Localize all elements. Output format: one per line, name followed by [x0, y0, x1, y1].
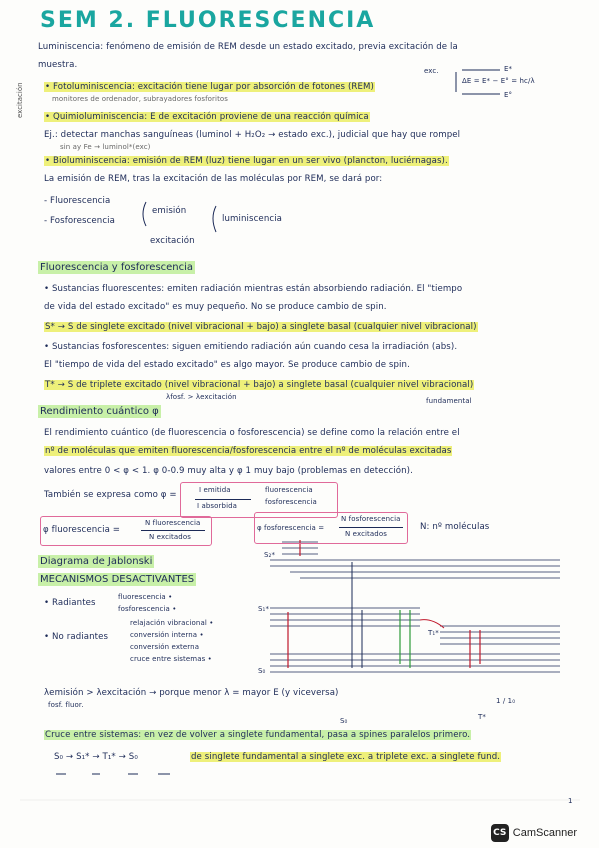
section-heading: Diagrama de Jablonski [40, 556, 153, 567]
frac-denominator: I absorbida [197, 502, 238, 510]
text-line: La emisión de REM, tras la excitación de las moléculas por REM, se dará por: [44, 174, 383, 184]
text-line: relajación vibracional • [130, 619, 214, 627]
formula-box [254, 512, 408, 544]
text-line: T* → S de triplete excitado (nivel vibracional + bajo) a singlete basal (cualquier nivel vibracional) [45, 380, 474, 390]
level-label: T* [478, 713, 486, 721]
frac-denominator: N excitados [345, 530, 387, 538]
level-label: S₂* [264, 551, 276, 559]
text-line: • Sustancias fluorescentes: emiten radiación mientras están absorbiendo radiación. El "tiempo [44, 284, 463, 294]
energy-label: E* [504, 65, 513, 73]
text-line: λemisión > λexcitación → porque menor λ = mayor E (y viceversa) [44, 688, 339, 698]
text-line: • Sustancias fosforescentes: siguen emitiendo radiación aún cuando cesa la irradiación (abs). [44, 342, 458, 352]
frac-side: fosforescencia [265, 498, 317, 506]
section-heading: Fluorescencia y fosforescencia [40, 262, 194, 273]
level-label: S₁* [258, 605, 270, 613]
level-label: S₀ [258, 667, 266, 675]
text-line: fosf. fluor. [48, 701, 84, 709]
text-line: sin ay Fe → luminol*(exc) [60, 143, 151, 151]
text-line: conversión externa [130, 643, 200, 651]
formula-label: φ fosforescencia = [257, 524, 325, 532]
side-label: excitación [16, 82, 24, 118]
text-line: λfosf. > λexcitación [166, 393, 237, 401]
page-number: 1 [568, 797, 573, 805]
text-line: 1 / 1₀ [496, 697, 516, 705]
text-line: fundamental [426, 397, 472, 405]
frac-numerator: I emitida [199, 486, 231, 494]
formula-box [40, 516, 212, 546]
energy-label: E° [504, 91, 513, 99]
text-line: El rendimiento cuántico (de fluorescencia o fosforescencia) se define como la relación entre el [44, 428, 460, 438]
camscanner-watermark [491, 824, 577, 842]
text-line: El "tiempo de vida del estado excitado" es algo mayor. Se produce cambio de spin. [44, 360, 410, 370]
energy-label: exc. [424, 67, 439, 75]
formula-label: φ fluorescencia = [43, 525, 121, 535]
text-line: • Fotoluminiscencia: excitación tiene lugar por absorción de fotones (REM) [45, 82, 374, 92]
text-line: • No radiantes [44, 632, 109, 642]
text-line: de singlete fundamental a singlete exc. a triplete exc. a singlete fund. [191, 752, 501, 762]
text-line: valores entre 0 < φ < 1. φ 0-0.9 muy alta y φ 1 muy bajo (problemas en detección). [44, 466, 413, 476]
text-line: muestra. [38, 60, 78, 70]
text-line: - Fosforescencia [44, 216, 116, 226]
text-line: • Bioluminiscencia: emisión de REM (luz) tiene lugar en un ser vivo (plancton, luciérnagas). [45, 156, 448, 166]
text-line: nº de moléculas que emiten fluorescencia/fosforescencia entre el nº de moléculas excitadas [45, 446, 452, 456]
text-line: conversión interna • [130, 631, 204, 639]
energy-formula: ΔE = E* − E° = hc/λ [462, 77, 535, 85]
text-line: fosforescencia • [118, 605, 177, 613]
frac-numerator: N fluorescencia [145, 519, 201, 527]
text-line: - Fluorescencia [44, 196, 111, 206]
text-line: Ej.: detectar manchas sanguíneas (luminol + H₂O₂ → estado exc.), judicial que hay que rompel [44, 130, 461, 140]
text-line: emisión [152, 206, 187, 216]
text-line: • Radiantes [44, 598, 96, 608]
section-heading: MECANISMOS DESACTIVANTES [40, 574, 195, 585]
text-line: N: nº moléculas [420, 522, 490, 532]
camscanner-icon: CS [491, 824, 509, 842]
text-line: Cruce entre sistemas: en vez de volver a singlete fundamental, pasa a spines paralelos primero. [45, 730, 471, 740]
text-line: de vida del estado excitado" es muy pequeño. No se produce cambio de spin. [44, 302, 387, 312]
reaction-line: S₀ → S₁* → T₁* → S₀ [54, 752, 138, 762]
frac-denominator: N excitados [149, 533, 191, 541]
text-line: También se expresa como φ = [44, 490, 177, 500]
level-label: S₀ [340, 717, 348, 725]
text-line: S* → S de singlete excitado (nivel vibracional + bajo) a singlete basal (cualquier nivel vibracional) [45, 322, 477, 332]
level-label: T₁* [428, 629, 439, 637]
page-title: SEM 2. FLUORESCENCIA [40, 8, 376, 33]
text-line: luminiscencia [222, 214, 283, 224]
section-heading: Rendimiento cuántico φ [40, 406, 159, 417]
text-line: cruce entre sistemas • [130, 655, 212, 663]
text-line: monitores de ordenador, subrayadores fosforitos [52, 95, 229, 103]
text-line: • Quimioluminiscencia: E de excitación proviene de una reacción química [45, 112, 369, 122]
text-line: Luminiscencia: fenómeno de emisión de REM desde un estado excitado, previa excitación de la [38, 42, 458, 52]
frac-numerator: N fosforescencia [341, 515, 401, 523]
camscanner-label: CamScanner [512, 827, 577, 839]
text-line: excitación [150, 236, 195, 246]
frac-side: fluorescencia [265, 486, 313, 494]
text-line: fluorescencia • [118, 593, 173, 601]
